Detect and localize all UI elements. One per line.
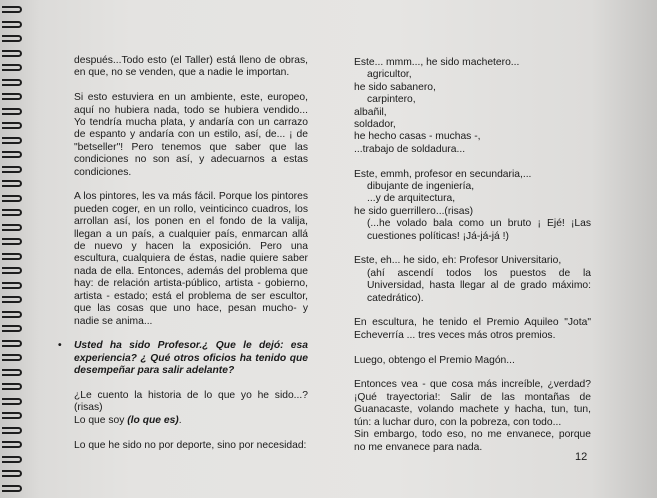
list-line: albañil, [354,106,387,118]
binding-ring-icon [2,209,22,216]
right-column [354,57,591,466]
list-line: he hecho casas - muchas -, [354,131,481,143]
binding-ring-icon [2,398,22,405]
paragraph: Luego, obtengo el Premio Magón... [354,354,515,366]
answer-text: Lo que soy [74,414,128,426]
answer-end: . [178,414,182,426]
list-line: carpintero, [367,94,416,106]
binding-ring-icon [2,50,22,57]
list-line: he sido guerrillero...(risas) [354,205,474,217]
binding-ring-icon [2,427,22,434]
binding-ring-icon [2,180,22,187]
binding-ring-icon [2,412,22,419]
binding-ring-icon [2,122,22,129]
bullet-icon: • [58,340,62,352]
binding-ring-icon [2,369,22,376]
page-number: 12 [575,451,588,463]
binding-ring-icon [2,151,22,158]
binding-ring-icon [2,21,22,28]
binding-ring-icon [2,79,22,86]
paragraph: después...Todo esto (el Taller) está lleno de obras, en que, no se venden, que a nadie le importan. [74,55,308,79]
answer-line [74,415,308,427]
list-line: Este... mmm..., he sido machetero... [354,57,520,68]
binding-ring-icon [2,35,22,42]
list-line: (ahí ascendí todos los puestos de la Universidad, hasta llegar al de grado máximo: catedrático). [367,267,591,304]
answer-emphasis: (lo que es) [127,414,179,426]
paragraph: Entonces vea - que cosa más increíble, ¿verdad? ¡Qué trayectoria!: Salir de las montañas de Guanacaste, volando machete y hacha, tun, tun, tún: a luchar duro, con la pobreza, con todo... [354,379,591,428]
binding-ring-icon [2,456,22,463]
binding-ring-icon [2,224,22,231]
binding-ring-icon [2,93,22,100]
list-line: (...he volado bala como un bruto ¡ Ejé! ¡Las cuestiones políticas! ¡Já-já-já !) [367,218,591,242]
list-line: dibujante de ingeniería, [367,181,475,193]
list-line: agricultor, [367,69,412,81]
binding-ring-icon [2,354,22,361]
list-line: soldador, [354,119,396,131]
binding-ring-icon [2,441,22,448]
binding-ring-icon [2,64,22,71]
binding-ring-icon [2,282,22,289]
paragraph: Sin embargo, todo eso, no me envanece, porque no me envanece para nada. [354,429,591,453]
binding-ring-icon [2,296,22,303]
paragraph: Lo que he sido no por deporte, sino por necesidad: [74,439,307,451]
list-line: Este, eh... he sido, eh: Profesor Universitario, [354,255,562,267]
paragraph: Si esto estuviera en un ambiente, este, europeo, aquí no hubiera nada, todo se hubiera vendido... Yo tendría mucha plata, y andaría con un carrazo de espanto y andaría con un estilo, así, de... ¡ de "betseller"! Pero tenemos que saber que las condiciones no son así, y adecuarnos a estas condiciones. [74,92,308,178]
binding-ring-icon [2,383,22,390]
binding-ring-icon [2,311,22,318]
list-line: Este, emmh, profesor en secundaria,... [354,168,532,180]
binding-ring-icon [2,253,22,260]
binding-ring-icon [2,267,22,274]
paragraph: En escultura, he tenido el Premio Aquileo "Jota" Echeverría ... tres veces más otros premios. [354,317,591,341]
question-text: Usted ha sido Profesor.¿ Que le dejó: esa experiencia? ¿ Qué otros oficios ha tenido que desempeñar para salir adelante? [74,340,308,377]
paragraph: A los pintores, les va más fácil. Porque los pintores pueden coger, en un rollo, veinticinco cuadros, los arrollan así, los ponen en el fondo de la valija, llegan a un país, a cualquier país, enmarcan allá de nuevo y hacen la exposición. Pero una escultura, cualquiera de éstas, nadie quiere saber nada de ella. Entonces, además del problema que hay: de relación artista-público, artista - gobierno, artista - estado; está el problema de ser escultor, que las cosas que uno hace, pesan mucho- y nadie se anima... [74,191,308,327]
list-line: ...trabajo de soldadura... [354,143,466,155]
spiral-binding [0,0,30,498]
binding-ring-icon [2,325,22,332]
answer-line: ¿Le cuento la historia de lo que yo he sido...? (risas) [74,389,308,414]
list-line: he sido sabanero, [354,81,436,93]
binding-ring-icon [2,6,22,13]
binding-ring-icon [2,137,22,144]
left-column [58,55,308,464]
binding-ring-icon [2,470,22,477]
binding-ring-icon [2,195,22,202]
binding-ring-icon [2,485,22,492]
interview-question [58,340,308,377]
binding-ring-icon [2,238,22,245]
binding-ring-icon [2,166,22,173]
list-line: ...y de arquitectura, [367,193,456,205]
binding-ring-icon [2,340,22,347]
binding-ring-icon [2,108,22,115]
